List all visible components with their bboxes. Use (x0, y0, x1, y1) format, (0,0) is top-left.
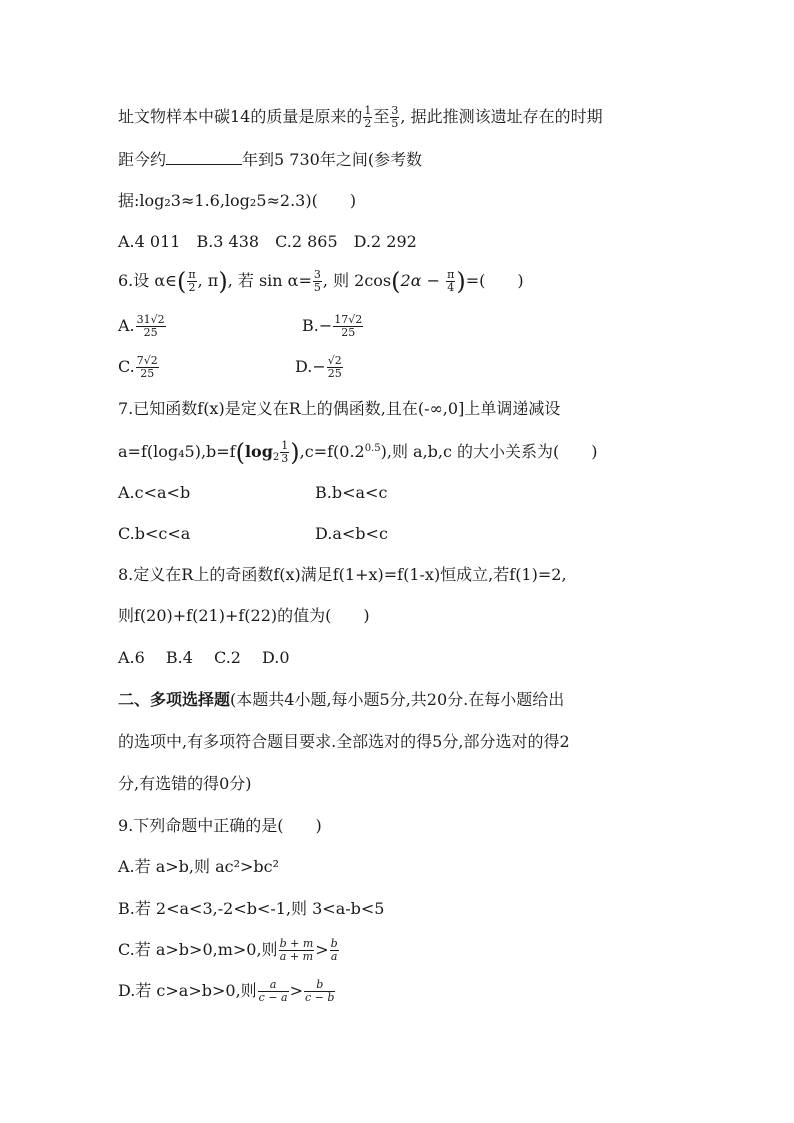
fraction-pi-2: $\frac{\pi}{2}$ (188, 268, 196, 294)
q5-text-b: , 据此推测该遗址存在的时期 (400, 107, 603, 126)
q5-line-1 (118, 105, 603, 130)
q7-option-d: D.a<b<c (315, 524, 388, 543)
q7-option-a: A.c<a<b (118, 483, 191, 502)
q6-option-c: C. $\frac{7√2}{25}$ (118, 354, 158, 380)
section-2-desc-2: 的选项中,有多项符合题目要求.全部选对的得5分,部分选对的得2 (118, 732, 570, 751)
q5-line-2: 距今约 年到5 730年之间(参考数 (118, 150, 423, 169)
q7-line-2: $a=f(\log_45),b=f(\log_2$ $\frac{1}{3}$ )$,c=f(0.2^{0.5})$,则 a,b,c 的大小关系为( ) (118, 438, 598, 467)
q9-option-d: D.若 c>a>b>0,则 $\frac{a}{c - a}$ > $\frac{b}{c - b}$ (118, 978, 335, 1004)
q5-text-a: 址文物样本中碳14的质量是原来的 (118, 107, 363, 126)
q7-line-1: 7.已知函数f(x)是定义在R上的偶函数,且在(-∞,0]上单调递减设 (118, 399, 561, 418)
fraction-1-3: $\frac{1}{3}$ (281, 439, 289, 465)
q5-line-3: 据:log₂3≈1.6,log₂5≈2.3)( ) (118, 191, 357, 210)
q7-option-c: C.b<c<a (118, 524, 191, 543)
section-2-desc-3: 分,有选错的得0分) (118, 774, 252, 793)
q6-option-a: A. $\frac{31√2}{25}$ (118, 313, 165, 339)
q8-options: A.6 B.4 C.2 D.0 (118, 648, 290, 667)
q8-line-2: 则f(20)+f(21)+f(22)的值为( ) (118, 606, 370, 625)
fraction-1-2: $\frac{1}{2}$ (364, 104, 372, 130)
answer-blank (166, 148, 242, 165)
q6-stem: 6.设 α∈( $\frac{\pi}{2}$ , π), 若 sin α= $\frac{3}{5}$ , 则 2cos(2α − $\frac{\pi}{4}$ )=( ) (118, 267, 524, 296)
q6-option-d: D.− $\frac{√2}{25}$ (295, 354, 342, 380)
q6-option-b: B.− $\frac{17√2}{25}$ (302, 313, 363, 339)
q9-option-c: C.若 a>b>0,m>0,则 $\frac{b + m}{a + m}$ > $\frac{b}{a}$ (118, 937, 338, 963)
q8-line-1: 8.定义在R上的奇函数f(x)满足f(1+x)=f(1-x)恒成立,若f(1)=2, (118, 565, 567, 584)
fraction-3-5: $\frac{3}{5}$ (391, 104, 399, 130)
q9-stem: 9.下列命题中正确的是( ) (118, 816, 322, 835)
q5-text-mid: 至 (373, 107, 390, 126)
q5-options: A.4 011 B.3 438 C.2 865 D.2 292 (118, 232, 417, 251)
fraction-pi-4: $\frac{\pi}{4}$ (447, 268, 455, 294)
section-2-header: 二、多项选择题(本题共4小题,每小题5分,共20分.在每小题给出 (118, 690, 565, 709)
fraction-3-5-b: $\frac{3}{5}$ (313, 268, 321, 294)
q7-option-b: B.b<a<c (315, 483, 388, 502)
section-title: 二、多项选择题 (118, 690, 231, 709)
q9-option-a: A.若 a>b,则 ac²>bc² (118, 857, 280, 876)
q9-option-b: B.若 2<a<3,-2<b<-1,则 3<a-b<5 (118, 899, 385, 918)
